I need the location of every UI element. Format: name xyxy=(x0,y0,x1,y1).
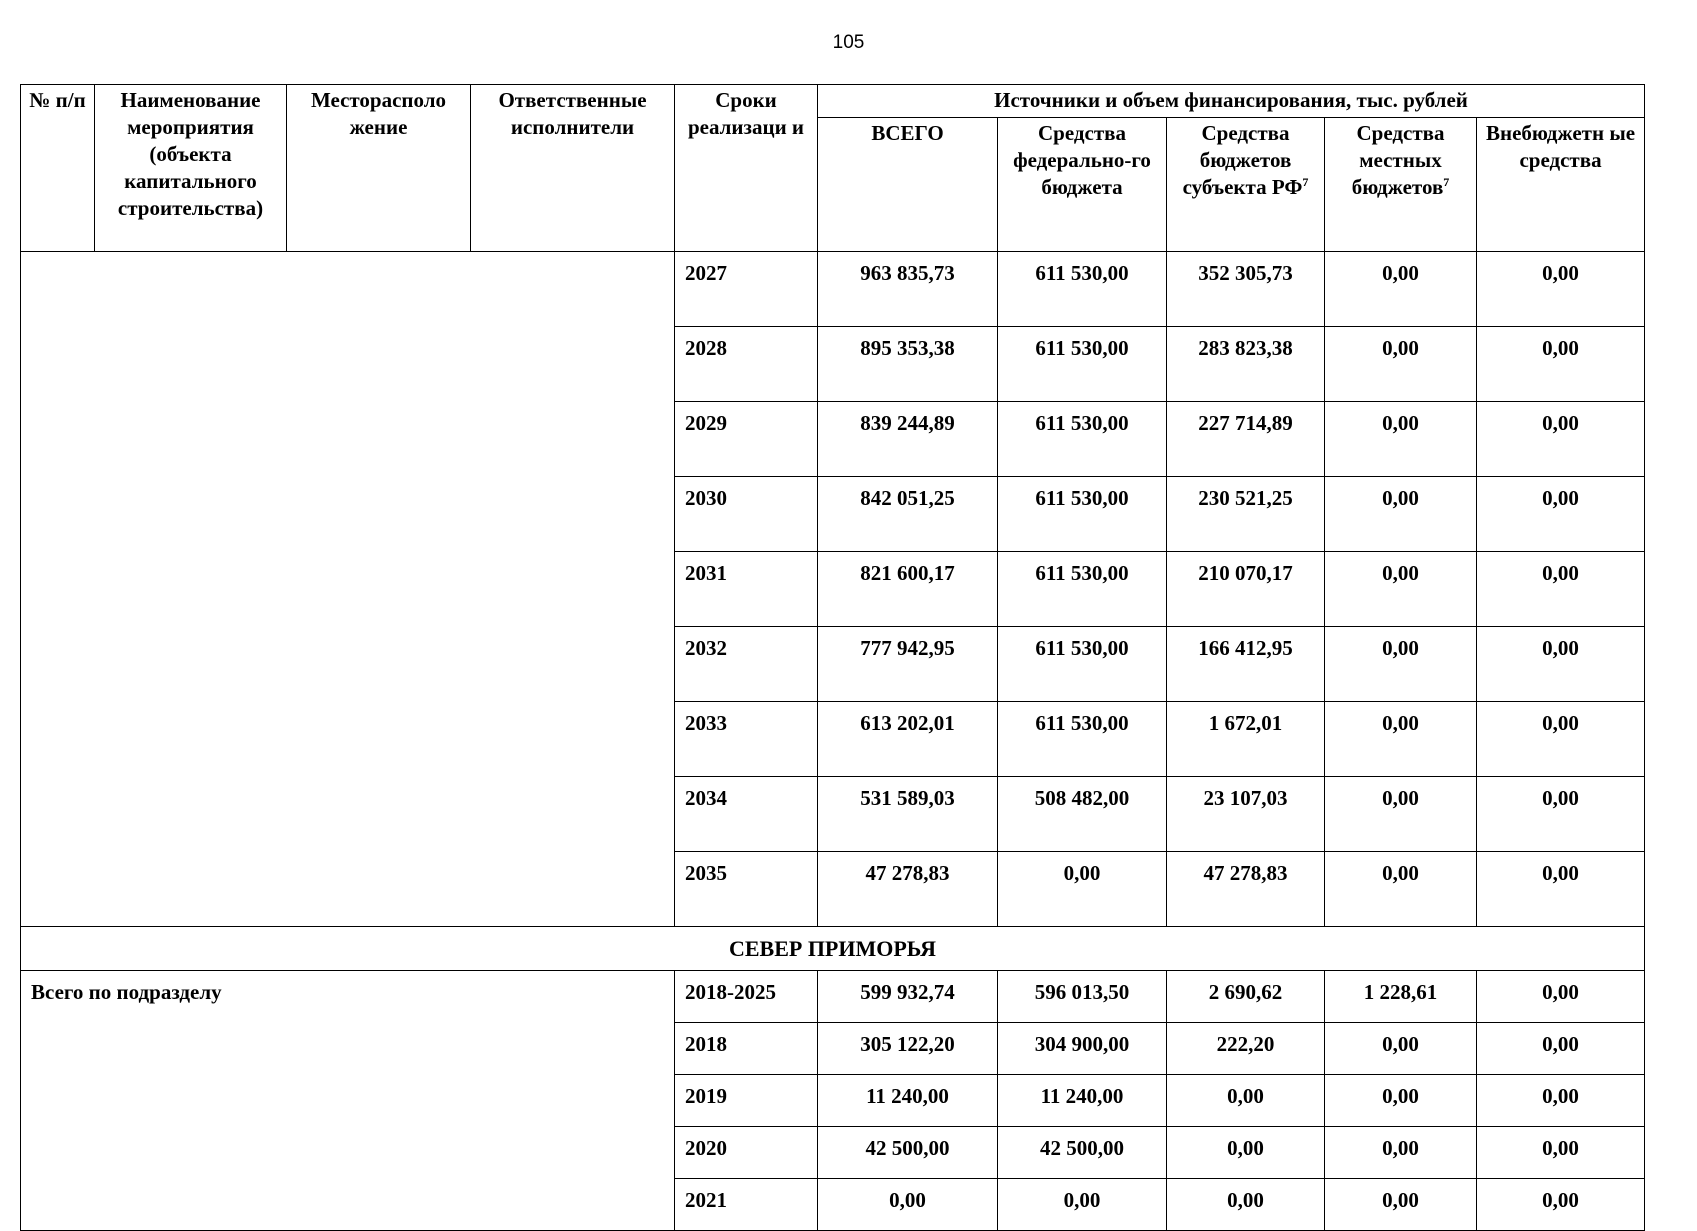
federal-cell: 596 013,50 xyxy=(998,971,1167,1023)
year-cell: 2031 xyxy=(675,552,818,627)
merged-blank-cell xyxy=(21,252,675,927)
total-cell: 895 353,38 xyxy=(818,327,998,402)
subtotal-label: Всего по подразделу xyxy=(21,971,675,1231)
federal-cell: 611 530,00 xyxy=(998,327,1167,402)
subject-cell: 47 278,83 xyxy=(1167,852,1325,927)
subject-cell: 230 521,25 xyxy=(1167,477,1325,552)
total-cell: 0,00 xyxy=(818,1179,998,1231)
total-cell: 821 600,17 xyxy=(818,552,998,627)
header-subject: Средства бюджетов субъекта $РФ^7$ xyxy=(1167,118,1325,252)
table-body xyxy=(21,252,1645,1231)
table-row xyxy=(21,971,1645,1023)
header-federal: Средства федерально-го бюджета xyxy=(998,118,1167,252)
federal-cell: 611 530,00 xyxy=(998,627,1167,702)
extra-cell: 0,00 xyxy=(1477,552,1645,627)
header-terms: Сроки реализаци и xyxy=(675,85,818,252)
total-cell: 11 240,00 xyxy=(818,1075,998,1127)
header-num: № п/п xyxy=(21,85,95,252)
federal-cell: 0,00 xyxy=(998,852,1167,927)
local-cell: 0,00 xyxy=(1325,1127,1477,1179)
extra-cell: 0,00 xyxy=(1477,477,1645,552)
footnote-mark: 7 xyxy=(1443,175,1450,189)
table-row xyxy=(21,252,1645,327)
local-cell: 0,00 xyxy=(1325,477,1477,552)
header-name: Наименование мероприятия (объекта капитального строительства) xyxy=(95,85,287,252)
year-cell: 2032 xyxy=(675,627,818,702)
total-cell: 963 835,73 xyxy=(818,252,998,327)
subject-cell: 0,00 xyxy=(1167,1127,1325,1179)
year-cell: 2028 xyxy=(675,327,818,402)
year-cell: 2030 xyxy=(675,477,818,552)
year-cell: 2020 xyxy=(675,1127,818,1179)
local-cell: 0,00 xyxy=(1325,777,1477,852)
federal-cell: 42 500,00 xyxy=(998,1127,1167,1179)
subject-cell: 166 412,95 xyxy=(1167,627,1325,702)
table-header xyxy=(21,85,1645,252)
header-location: Месторасполо жение xyxy=(287,85,471,252)
extra-cell: 0,00 xyxy=(1477,777,1645,852)
subject-cell: 0,00 xyxy=(1167,1179,1325,1231)
extra-cell: 0,00 xyxy=(1477,252,1645,327)
header-extra: Внебюджетн ые средства xyxy=(1477,118,1645,252)
section-row xyxy=(21,927,1645,971)
total-cell: 613 202,01 xyxy=(818,702,998,777)
local-cell: 0,00 xyxy=(1325,327,1477,402)
extra-cell: 0,00 xyxy=(1477,1179,1645,1231)
extra-cell: 0,00 xyxy=(1477,1127,1645,1179)
local-cell: 0,00 xyxy=(1325,402,1477,477)
subject-cell: 222,20 xyxy=(1167,1023,1325,1075)
year-cell: 2027 xyxy=(675,252,818,327)
total-cell: 42 500,00 xyxy=(818,1127,998,1179)
header-funding-group: Источники и объем финансирования, тыс. рублей xyxy=(818,85,1645,118)
year-cell: 2019 xyxy=(675,1075,818,1127)
federal-cell: 611 530,00 xyxy=(998,702,1167,777)
total-cell: 777 942,95 xyxy=(818,627,998,702)
local-cell: 1 228,61 xyxy=(1325,971,1477,1023)
total-cell: 599 932,74 xyxy=(818,971,998,1023)
year-cell: 2021 xyxy=(675,1179,818,1231)
year-cell: 2033 xyxy=(675,702,818,777)
subject-cell: 283 823,38 xyxy=(1167,327,1325,402)
total-cell: 839 244,89 xyxy=(818,402,998,477)
local-cell: 0,00 xyxy=(1325,852,1477,927)
extra-cell: 0,00 xyxy=(1477,627,1645,702)
extra-cell: 0,00 xyxy=(1477,852,1645,927)
extra-cell: 0,00 xyxy=(1477,1075,1645,1127)
year-cell: 2035 xyxy=(675,852,818,927)
local-cell: 0,00 xyxy=(1325,1075,1477,1127)
subject-cell: 352 305,73 xyxy=(1167,252,1325,327)
extra-cell: 0,00 xyxy=(1477,402,1645,477)
federal-cell: 508 482,00 xyxy=(998,777,1167,852)
extra-cell: 0,00 xyxy=(1477,971,1645,1023)
total-cell: 531 589,03 xyxy=(818,777,998,852)
federal-cell: 304 900,00 xyxy=(998,1023,1167,1075)
federal-cell: 611 530,00 xyxy=(998,402,1167,477)
footnote-mark: 7 xyxy=(1302,175,1309,189)
subject-cell: 23 107,03 xyxy=(1167,777,1325,852)
local-cell: 0,00 xyxy=(1325,702,1477,777)
federal-cell: 11 240,00 xyxy=(998,1075,1167,1127)
local-cell: 0,00 xyxy=(1325,627,1477,702)
subject-cell: 227 714,89 xyxy=(1167,402,1325,477)
federal-cell: 611 530,00 xyxy=(998,552,1167,627)
header-total: ВСЕГО xyxy=(818,118,998,252)
total-cell: 47 278,83 xyxy=(818,852,998,927)
local-cell: 0,00 xyxy=(1325,252,1477,327)
total-cell: 842 051,25 xyxy=(818,477,998,552)
year-cell: 2034 xyxy=(675,777,818,852)
local-cell: 0,00 xyxy=(1325,552,1477,627)
subject-cell: 0,00 xyxy=(1167,1075,1325,1127)
financing-table xyxy=(20,84,1645,1231)
section-title: СЕВЕР ПРИМОРЬЯ xyxy=(21,927,1645,971)
extra-cell: 0,00 xyxy=(1477,702,1645,777)
federal-cell: 611 530,00 xyxy=(998,252,1167,327)
local-cell: 0,00 xyxy=(1325,1023,1477,1075)
year-cell: 2029 xyxy=(675,402,818,477)
header-executors: Ответственные исполнители xyxy=(471,85,675,252)
subject-cell: 1 672,01 xyxy=(1167,702,1325,777)
header-local: Средства местных бюджетов$^7$ xyxy=(1325,118,1477,252)
local-cell: 0,00 xyxy=(1325,1179,1477,1231)
year-cell: 2018-2025 xyxy=(675,971,818,1023)
total-cell: 305 122,20 xyxy=(818,1023,998,1075)
extra-cell: 0,00 xyxy=(1477,1023,1645,1075)
federal-cell: 0,00 xyxy=(998,1179,1167,1231)
federal-cell: 611 530,00 xyxy=(998,477,1167,552)
page-number: 105 xyxy=(832,32,865,53)
subject-cell: 210 070,17 xyxy=(1167,552,1325,627)
subject-cell: 2 690,62 xyxy=(1167,971,1325,1023)
extra-cell: 0,00 xyxy=(1477,327,1645,402)
year-cell: 2018 xyxy=(675,1023,818,1075)
